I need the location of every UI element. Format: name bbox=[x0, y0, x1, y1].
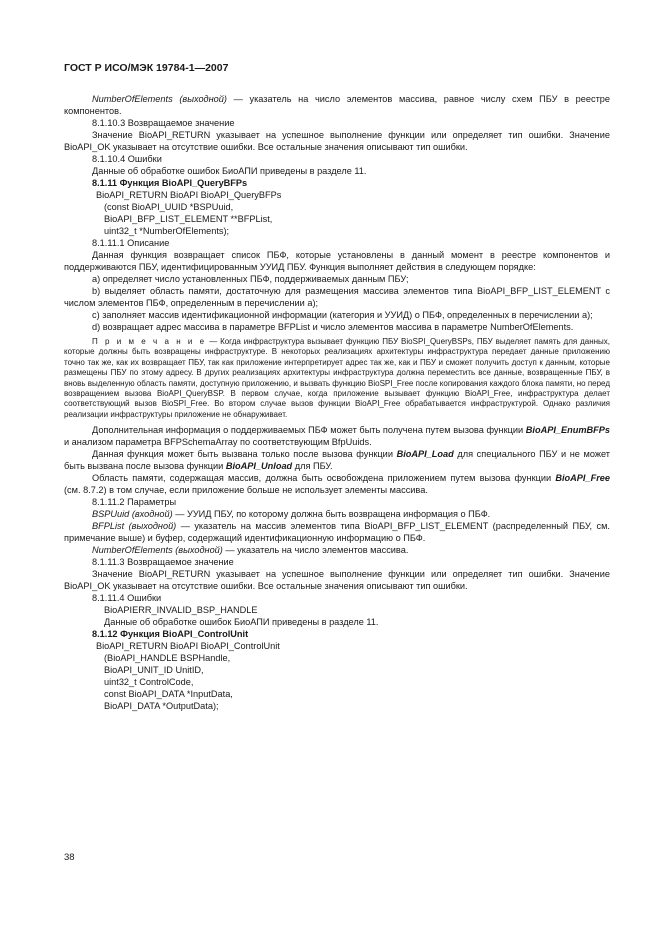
code-line: (const BioAPI_UUID *BSPUuid, bbox=[104, 202, 234, 212]
section-8-1-11-2: 8.1.11.2 Параметры bbox=[92, 497, 177, 508]
param-name: NumberOfElements (выходной) bbox=[92, 545, 223, 556]
error-code: BioAPIERR_INVALID_BSP_HANDLE bbox=[104, 605, 258, 616]
text-run: Данная функция может быть вызвана только после вызова функции bbox=[92, 449, 397, 460]
text-run: для ПБУ. bbox=[292, 461, 333, 472]
section-8-1-11-title: 8.1.11 Функция BioAPI_QueryBFPs bbox=[92, 178, 248, 188]
text-run: и анализом параметра BFPSchemaArray по соответствующим BfpUuids. bbox=[64, 437, 372, 448]
param-bfp-list bbox=[64, 520, 610, 544]
additional-info-text bbox=[64, 424, 610, 448]
note-text: — Когда инфраструктура вызывает функцию ПБУ BioSPI_QueryBSPs, ПБУ выделяет память для данных, которые должны быть возвращены инфраструктуре. В некоторых реализациях архитектуры инфраструктура передает данные приложению точно так же, как их возвращает ПБУ, так как приложение интерпретирует адрес так же, как и ПБУ и сможет получить доступ к данным, которые размещены ПБУ по этому адресу. В других реализациях архитектуры инфраструктура должна переместить все данные, возвращенные ПБУ, в вновь выделенную область памяти, доступную приложению, и вызвать функцию BioSPI_Free после копирования каждого блока памяти, но перед возвращением вызова BioAPI_QueryBSP. В первом случае, когда приложение вызывает функцию BioAPI_Free, инфраструктура делает соответствующий вызов BioSPI_Free. Во втором случае вызов функции BioAPI_Free обрабатывается инфраструктурой. Однако различия реализации инфраструктуры приложение не обнаруживает. bbox=[64, 337, 611, 419]
list-item-d: d) возвращает адрес массива в параметре BFPList и число элементов массива в параметре NumberOfElements. bbox=[92, 322, 574, 332]
param-desc: — указатель на число элементов массива, равное числу схем ПБУ в реестре компонентов. bbox=[64, 94, 610, 116]
text-run: (см. 8.7.2) в том случае, если приложение больше не использует элементы массива. bbox=[64, 485, 428, 496]
function-ref: BioAPI_Load bbox=[396, 449, 454, 460]
text-run: Область памяти, содержащая массив, должна быть освобождена приложением путем вызова функции bbox=[92, 473, 556, 484]
code-line: const BioAPI_DATA *InputData, bbox=[104, 689, 233, 700]
call-order-text bbox=[64, 448, 610, 472]
code-line: BioAPI_BFP_LIST_ELEMENT **BFPList, bbox=[104, 214, 273, 224]
param-name: BFPList (выходной) bbox=[92, 521, 177, 532]
return-value-text: Значение BioAPI_RETURN указывает на успешное выполнение функции или определяет тип ошибки. Значение BioAPI_OK указывает на отсутствие ошибки. Все остальные значения описывают тип ошибки. bbox=[64, 130, 610, 152]
description-text: Данная функция возвращает список ПБФ, которые установлены в данный момент в реестре компонентов и поддерживаются ПБУ, идентифицированным УУИД ПБУ. Функция выполняет действия в следующем порядке: bbox=[64, 250, 610, 272]
section-8-1-10-3: 8.1.10.3 Возвращаемое значение bbox=[92, 118, 235, 128]
param-desc: — указатель на массив элементов типа BioAPI_BFP_LIST_ELEMENT (распределенный ПБУ, см. примечание выше) и буфер, содержащий идентификационную информацию о ПБФ. bbox=[64, 521, 610, 544]
document-header: ГОСТ Р ИСО/МЭК 19784-1—2007 bbox=[64, 62, 229, 74]
function-ref: BioAPI_Unload bbox=[225, 461, 293, 472]
list-item-c: c) заполняет массив идентификационной информации (категория и УУИД) о ПБФ, определенных в перечислении a); bbox=[92, 310, 593, 320]
list-item-a: a) определяет число установленных ПБФ, поддерживаемых данным ПБУ; bbox=[92, 274, 409, 284]
code-line: BioAPI_RETURN BioAPI BioAPI_ControlUnit bbox=[96, 641, 280, 652]
document-page bbox=[64, 62, 610, 712]
param-name: NumberOfElements (выходной) bbox=[92, 94, 227, 104]
return-value-text-2: Значение BioAPI_RETURN указывает на успешное выполнение функции или определяет тип ошибки. Значение BioAPI_OK указывает на отсутствие ошибки. Все остальные значения описывают тип ошибки. bbox=[64, 569, 610, 592]
page-number: 38 bbox=[64, 852, 75, 863]
code-line: (BioAPI_HANDLE BSPHandle, bbox=[104, 653, 231, 664]
param-desc: — УУИД ПБУ, по которому должна быть возвращена информация о ПБФ. bbox=[172, 509, 491, 520]
code-line: BioAPI_UNIT_ID UnitID, bbox=[104, 665, 204, 676]
param-name: BSPUuid (входной) bbox=[92, 509, 173, 520]
param-number-of-elements bbox=[64, 93, 610, 117]
note-block bbox=[64, 337, 610, 420]
errors-text: Данные об обработке ошибок БиоАПИ приведены в разделе 11. bbox=[92, 166, 367, 176]
param-number-of-elements-2 bbox=[64, 544, 610, 556]
section-8-1-12-title: 8.1.12 Функция BioAPI_ControlUnit bbox=[92, 629, 249, 640]
section-8-1-10-4: 8.1.10.4 Ошибки bbox=[92, 154, 162, 164]
section-8-1-11-4: 8.1.11.4 Ошибки bbox=[92, 593, 162, 604]
function-ref: BioAPI_Free bbox=[555, 473, 610, 484]
code-line: BioAPI_RETURN BioAPI BioAPI_QueryBFPs bbox=[96, 190, 282, 200]
param-desc: — указатель на число элементов массива. bbox=[222, 545, 409, 556]
code-line: BioAPI_DATA *OutputData); bbox=[104, 701, 219, 712]
code-line: uint32_t ControlCode, bbox=[104, 677, 194, 688]
param-bsp-uuid bbox=[64, 508, 610, 520]
text-run: Дополнительная информация о поддерживаемых ПБФ может быть получена путем вызова функции bbox=[92, 425, 526, 436]
list-item-b: b) выделяет область памяти, достаточную для размещения массива элементов типа BioAPI_BFP_LIST_ELEMENT с числом элементов ПБФ, определенным в перечислении a); bbox=[64, 286, 610, 308]
section-8-1-11-1: 8.1.11.1 Описание bbox=[92, 238, 170, 248]
errors-text-2: Данные об обработке ошибок БиоАПИ приведены в разделе 11. bbox=[104, 617, 379, 628]
function-ref: BioAPI_EnumBFPs bbox=[525, 425, 610, 436]
note-label: П р и м е ч а н и е bbox=[92, 337, 207, 346]
memory-free-text bbox=[64, 472, 610, 496]
section-8-1-11-3: 8.1.11.3 Возвращаемое значение bbox=[92, 557, 234, 568]
code-line: uint32_t *NumberOfElements); bbox=[104, 226, 230, 236]
text-run: для специального ПБУ и не может быть вызвана после вызова функции bbox=[64, 449, 610, 472]
